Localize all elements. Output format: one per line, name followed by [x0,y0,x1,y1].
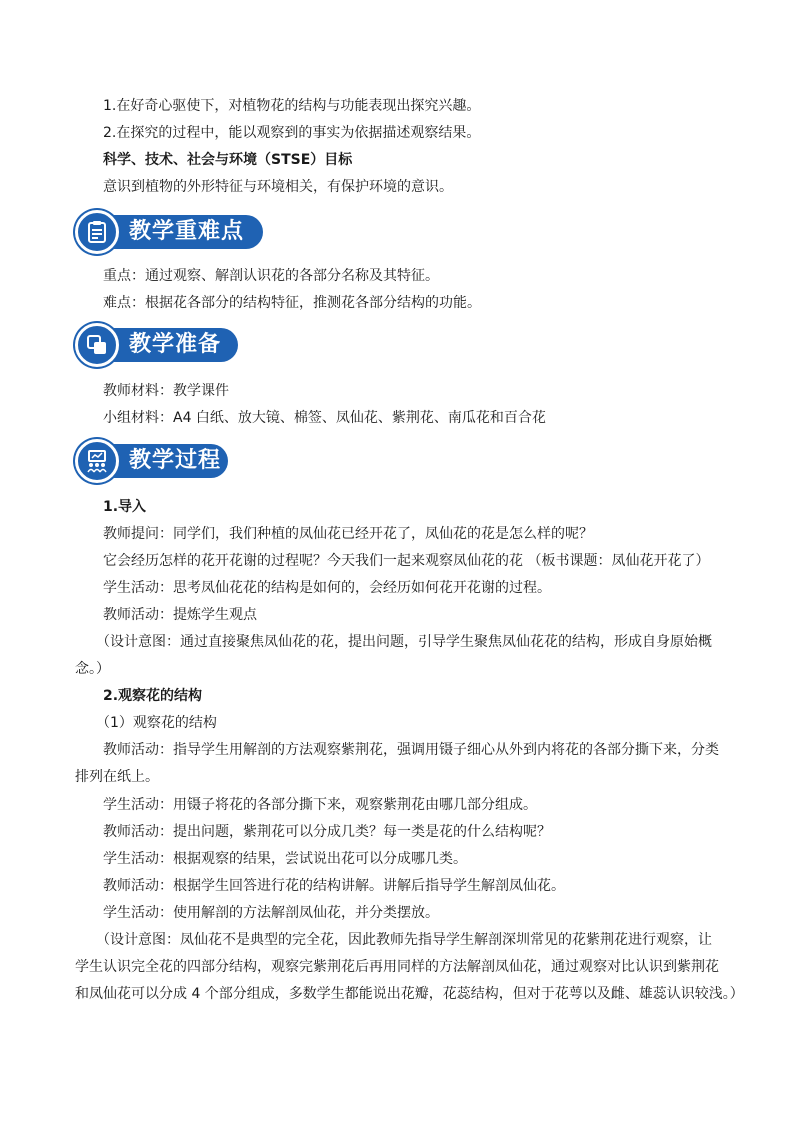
p1-student: 学生活动：思考凤仙花花的结构是如何的，会经历如何花开花谢的过程。 [103,580,551,596]
part2-heading: 2.观察花的结构 [103,688,203,704]
p2-student1: 学生活动：用镊子将花的各部分撕下来，观察紫荆花由哪几部分组成。 [103,797,537,813]
sub1-heading: （1）观察花的结构 [96,715,217,731]
p2-design-line3: 和凤仙花可以分成 4 个部分组成，多数学生都能说出花瓣，花蕊结构，但对于花萼以及雌、雄蕊认识较浅。） [75,986,744,1002]
teacher-materials: 教师材料：教学课件 [103,383,229,399]
key-focus: 重点：通过观察、解剖认识花的各部分名称及其特征。 [103,268,439,284]
section-banner-prep [75,323,240,367]
stse-text: 意识到植物的外形特征与环境相关，有保护环境的意识。 [103,179,453,195]
p1-teacher-q1: 教师提问：同学们，我们种植的凤仙花已经开花了，凤仙花的花是怎么样的呢？ [103,526,593,542]
goal-item-1: 1.在好奇心驱使下，对植物花的结构与功能表现出探究兴趣。 [103,98,481,114]
p1-design-line2: 念。） [75,661,110,677]
p2-teacher1-line2: 排列在纸上。 [75,769,159,785]
p2-teacher2: 教师活动：提出问题，紫荆花可以分成几类？每一类是花的什么结构呢？ [103,824,551,840]
part1-heading: 1.导入 [103,499,147,515]
section-title-prep: 教学准备 [129,332,222,357]
team-presentation-icon [75,439,119,483]
section-title-process: 教学过程 [129,448,222,473]
p1-teacher-act: 教师活动：提炼学生观点 [103,607,257,623]
p2-student2: 学生活动：根据观察的结果，尝试说出花可以分成哪几类。 [103,851,467,867]
key-difficulty: 难点：根据花各部分的结构特征，推测花各部分结构的功能。 [103,295,481,311]
copy-icon [75,323,119,367]
p2-student3: 学生活动：使用解剖的方法解剖凤仙花，并分类摆放。 [103,905,439,921]
checklist-icon [75,210,119,254]
section-banner-key-points [75,210,265,254]
p1-design-line1: （设计意图：通过直接聚焦凤仙花的花，提出问题，引导学生聚焦凤仙花花的结构，形成自身原始概 [96,634,712,650]
group-materials: 小组材料：A4 白纸、放大镜、棉签、凤仙花、紫荆花、南瓜花和百合花 [103,410,546,426]
p2-design-line2: 学生认识完全花的四部分结构，观察完紫荆花后再用同样的方法解剖凤仙花，通过观察对比认识到紫荆花 [75,959,719,975]
section-title-key-points: 教学重难点 [129,219,245,244]
goal-item-2: 2.在探究的过程中，能以观察到的事实为依据描述观察结果。 [103,125,481,141]
p2-teacher3: 教师活动：根据学生回答进行花的结构讲解。讲解后指导学生解剖凤仙花。 [103,878,565,894]
stse-heading: 科学、技术、社会与环境（STSE）目标 [103,152,353,168]
p2-teacher1-line1: 教师活动：指导学生用解剖的方法观察紫荆花，强调用镊子细心从外到内将花的各部分撕下来，分类 [103,742,719,758]
p2-design-line1: （设计意图：凤仙花不是典型的完全花，因此教师先指导学生解剖深圳常见的花紫荆花进行观察，让 [96,932,712,948]
p1-teacher-q2: 它会经历怎样的花开花谢的过程呢？今天我们一起来观察凤仙花的花 （板书课题：凤仙花开花了） [103,553,710,569]
section-banner-process [75,439,230,483]
